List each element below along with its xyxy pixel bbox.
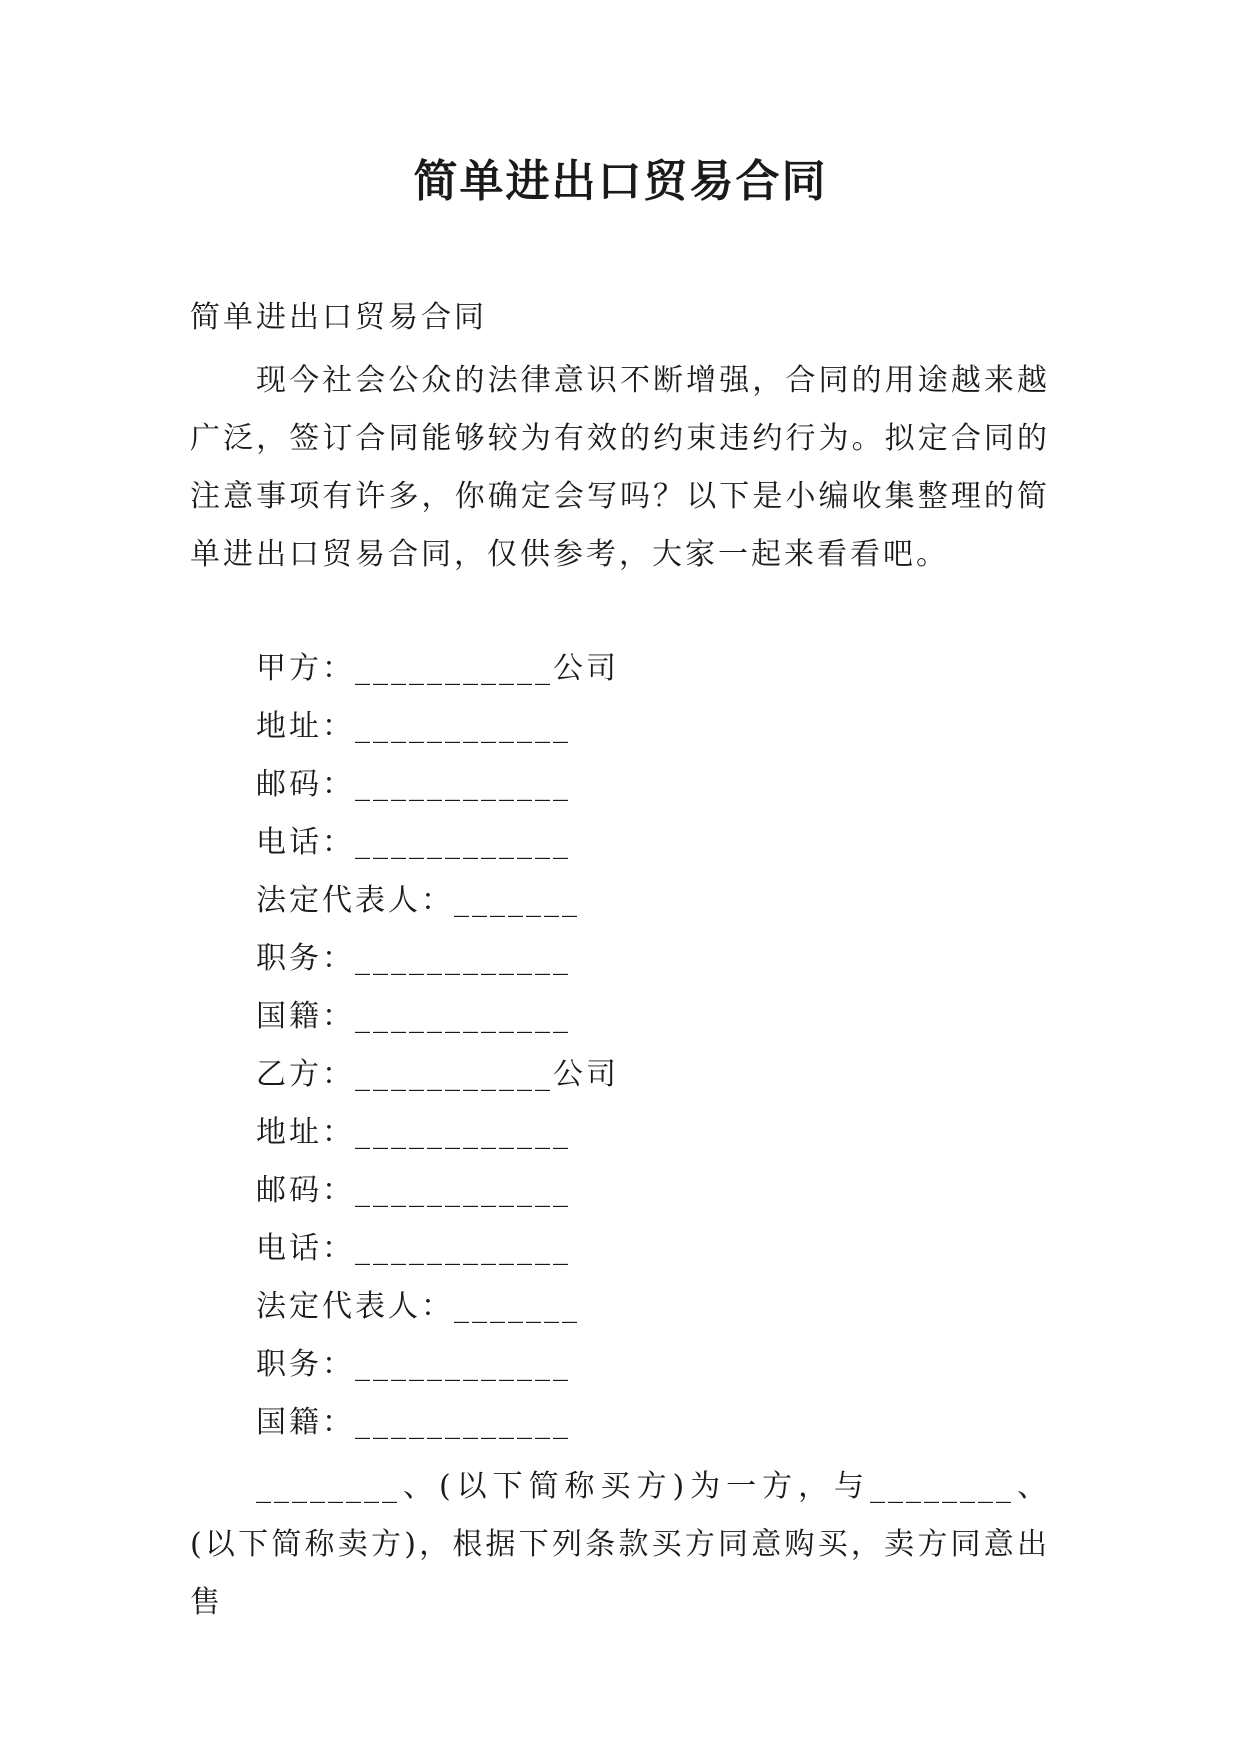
party-b-phone-field: 电话：____________ [256,1231,571,1266]
party-a-postcode-field: 邮码：____________ [256,767,571,802]
party-a-legal-rep-field: 法定代表人：_______ [256,883,580,918]
party-b-address-field: 地址：____________ [256,1115,571,1150]
party-a-company-field: 甲方：___________公司 [256,651,619,686]
document-subtitle: 简单进出口贸易合同 [190,300,487,335]
party-b-position-field: 职务：____________ [256,1347,571,1382]
party-a-address-field: 地址：____________ [256,709,571,744]
party-a-position-field: 职务：____________ [256,941,571,976]
party-b-legal-rep-field: 法定代表人：_______ [256,1289,580,1324]
party-info-list [256,640,1036,1452]
closing-paragraph: ________、(以下简称买方)为一方，与________、(以下简称卖方)，根据下列条款买方同意购买，卖方同意出售 [190,1469,1050,1620]
intro-paragraph: 现今社会公众的法律意识不断增强，合同的用途越来越广泛，签订合同能够较为有效的约束违约行为。拟定合同的注意事项有许多，你确定会写吗？以下是小编收集整理的简单进出口贸易合同，仅供参考，大家一起来看看吧。 [190,363,1050,572]
party-b-postcode-field: 邮码：____________ [256,1173,571,1208]
party-b-nationality-field: 国籍：____________ [256,1405,571,1440]
party-a-phone-field: 电话：____________ [256,825,571,860]
party-a-nationality-field: 国籍：____________ [256,999,571,1034]
party-b-company-field: 乙方：___________公司 [256,1057,619,1092]
document-title: 简单进出口贸易合同 [413,156,828,207]
